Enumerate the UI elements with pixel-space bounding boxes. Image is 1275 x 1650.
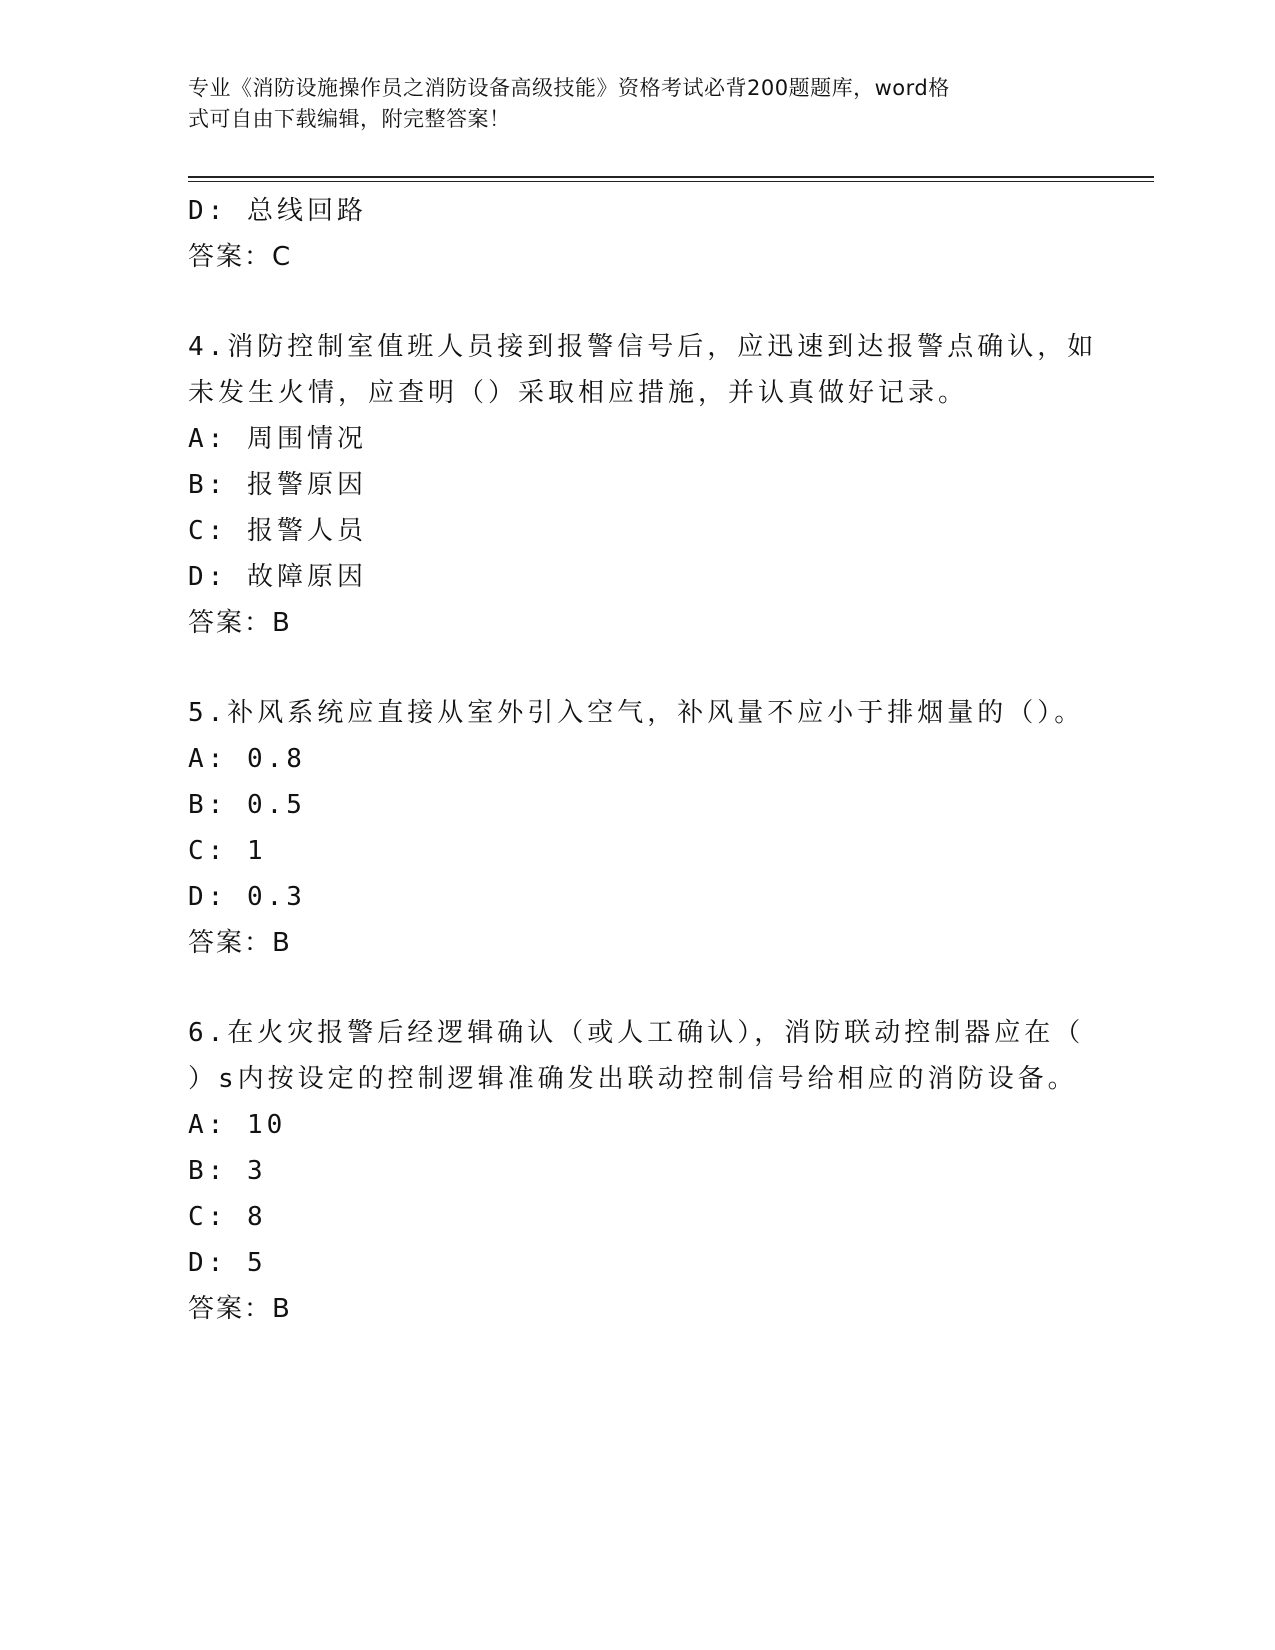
header-line-2: 式可自由下载编辑，附完整答案！ [188,107,511,131]
spacer [188,280,1088,324]
option-a: A: 周围情况 [188,424,367,454]
spacer [188,646,1088,690]
answer-line: 答案：B [188,608,292,638]
option-c: C: 报警人员 [188,516,367,546]
option-b: B: 3 [188,1156,267,1186]
question-5 [188,690,1088,966]
question-6 [188,1010,1088,1332]
option-b: B: 0.5 [188,790,306,820]
answer-line: 答案：C [188,242,293,272]
document-header [188,73,1068,135]
option-d: D: 总线回路 [188,196,367,226]
option-d: D: 5 [188,1248,267,1278]
option-c: C: 1 [188,836,267,866]
answer-line: 答案：B [188,1294,292,1324]
option-d: D: 0.3 [188,882,306,912]
question-list [188,188,1098,1332]
option-b: B: 报警原因 [188,470,367,500]
question-stem-continued: 未发生火情，应查明（）采取相应措施，并认真做好记录。 [188,378,969,408]
option-d: D: 故障原因 [188,562,367,592]
question-3-tail [188,188,1088,280]
question-4 [188,324,1098,646]
question-stem: 4.消防控制室值班人员接到报警信号后，应迅速到达报警点确认，如 [188,332,1098,362]
question-stem: 5.补风系统应直接从室外引入空气，补风量不应小于排烟量的（）。 [188,698,1085,728]
option-a: A: 10 [188,1110,287,1140]
spacer [188,966,1088,1010]
header-divider-thin [188,181,1154,182]
question-stem-continued: ）s内按设定的控制逻辑准确发出联动控制信号给相应的消防设备。 [188,1064,1078,1094]
option-c: C: 8 [188,1202,267,1232]
header-divider-thick [188,176,1154,178]
option-a: A: 0.8 [188,744,306,774]
header-line-1: 专业《消防设施操作员之消防设备高级技能》资格考试必背200题题库，word格 [188,76,950,100]
question-stem: 6.在火灾报警后经逻辑确认（或人工确认），消防联动控制器应在（ [188,1018,1085,1048]
answer-line: 答案：B [188,928,292,958]
